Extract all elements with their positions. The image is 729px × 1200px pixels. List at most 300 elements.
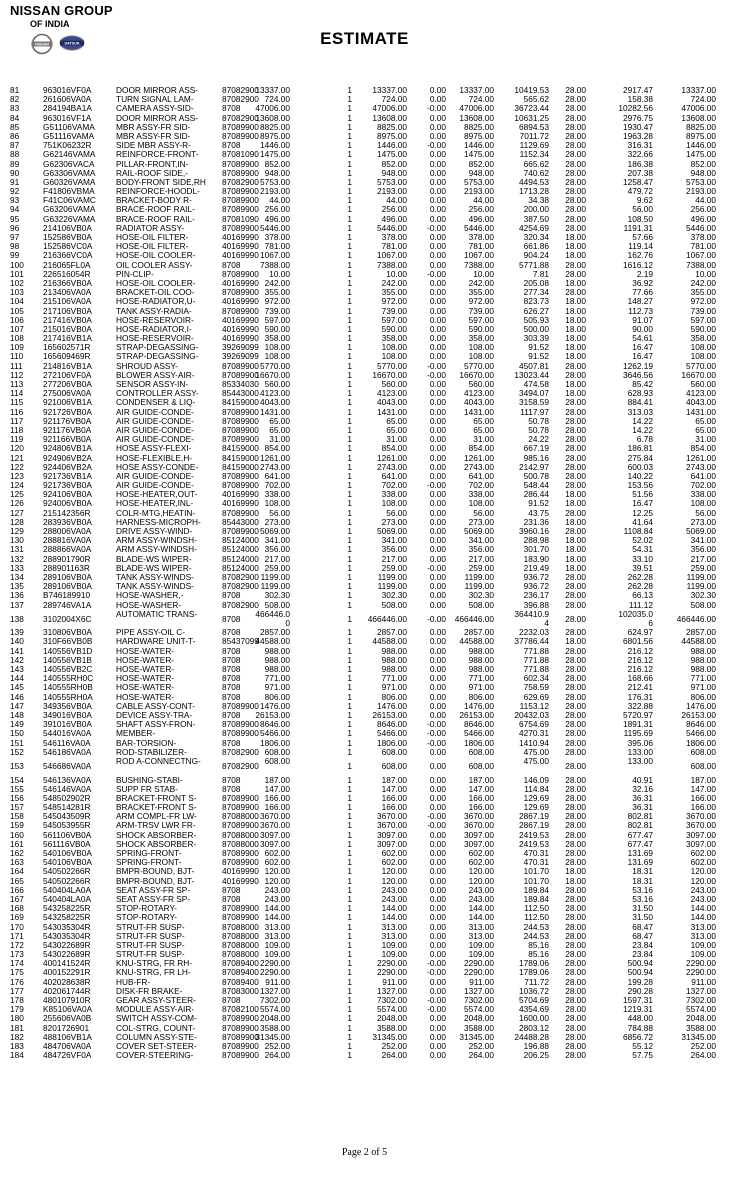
cell-discount: 0.00 <box>429 783 446 794</box>
cell-taxable-amount: 264.00 <box>468 1050 494 1061</box>
cell-discount: -0.00 <box>427 268 446 279</box>
cell-discount: 0.00 <box>429 544 446 555</box>
cell-sno: 180 <box>10 1013 24 1024</box>
cell-amount: 147.00 <box>381 783 407 794</box>
document-title: ESTIMATE <box>320 29 409 48</box>
cell-hsn-code: 87088000 <box>222 930 259 941</box>
cell-sno: 146 <box>10 691 24 702</box>
table-row <box>0 132 729 141</box>
cell-gst-rate: 28.00 <box>565 103 586 114</box>
cell-total: 508.00 <box>690 599 716 610</box>
cell-base-value: 3960.16 <box>519 526 549 536</box>
cell-gst-amount: 262.28 <box>627 571 653 582</box>
cell-unit-rate: 13337.00 <box>255 85 290 95</box>
cell-quantity: 1 <box>347 314 352 325</box>
cell-quantity: 1 <box>347 443 352 454</box>
cell-quantity: 1 <box>347 673 352 684</box>
cell-amount: 988.00 <box>381 664 407 675</box>
cell-gst-amount: 313.03 <box>627 406 653 417</box>
table-row <box>0 895 729 904</box>
cell-description: BMPR-BOUND, BJT- <box>116 866 195 877</box>
cell-unit-rate: 10.00 <box>269 268 290 279</box>
cell-amount: 252.00 <box>381 1040 407 1051</box>
cell-gst-amount: 212.41 <box>627 682 653 693</box>
cell-quantity: 1 <box>347 1050 352 1061</box>
cell-discount: 0.00 <box>429 949 446 960</box>
cell-description: BAR-TORSION- <box>116 737 177 748</box>
cell-gst-amount: 54.61 <box>632 333 653 344</box>
cell-hsn-code: 87089900 <box>222 1022 259 1033</box>
cell-amount: 597.00 <box>381 314 407 325</box>
cell-sno: 102 <box>10 277 24 288</box>
cell-unit-rate: 5770.00 <box>260 360 290 371</box>
datsun-logo-text: DATSUN <box>64 41 80 46</box>
cell-description: DRIVE ASSY-WIND- <box>116 526 193 536</box>
cell-hsn-code: 8708 <box>222 664 241 675</box>
cell-description: HOSE-WASHER,- <box>116 590 184 601</box>
cell-taxable-amount: 355.00 <box>468 287 494 298</box>
cell-discount: 0.00 <box>429 130 446 141</box>
cell-unit-rate: 602.00 <box>264 857 290 868</box>
cell-discount: 0.00 <box>429 976 446 987</box>
cell-base-value: 101.70 <box>523 866 549 877</box>
table-row <box>0 426 729 435</box>
cell-quantity: 1 <box>347 176 352 187</box>
cell-sno: 96 <box>10 222 20 233</box>
cell-total: 608.00 <box>690 746 716 757</box>
cell-gst-rate: 28.00 <box>565 176 586 187</box>
cell-total: 8825.00 <box>686 121 716 132</box>
cell-unit-rate: 608.00 <box>264 746 290 757</box>
cell-taxable-amount: 806.00 <box>468 691 494 702</box>
cell-amount: 302.30 <box>381 590 407 601</box>
cell-sno: 175 <box>10 967 24 978</box>
cell-hsn-code: 40169990 <box>222 498 259 509</box>
cell-quantity: 1 <box>347 516 352 527</box>
cell-amount: 608.00 <box>381 760 407 771</box>
cell-sno: 136 <box>10 590 24 601</box>
cell-gst-amount: 322.66 <box>627 149 653 160</box>
table-row <box>0 270 729 279</box>
cell-gst-rate: 28.00 <box>565 673 586 684</box>
table-row <box>0 683 729 692</box>
cell-part-number: G62146VAMA <box>43 149 96 160</box>
cell-total: 560.00 <box>690 379 716 389</box>
cell-total: 806.00 <box>690 691 716 702</box>
cell-discount: 0.00 <box>429 571 446 582</box>
cell-gst-amount: 32.16 <box>632 783 653 794</box>
cell-sno: 112 <box>10 369 24 380</box>
cell-sno: 178 <box>10 995 24 1005</box>
cell-gst-amount: 624.97 <box>627 627 653 638</box>
cell-base-value: 50.78 <box>528 415 549 426</box>
cell-taxable-amount: 852.00 <box>468 158 494 169</box>
cell-unit-rate: 256.00 <box>264 204 290 215</box>
table-row <box>0 545 729 554</box>
cell-unit-rate: 108.00 <box>264 498 290 509</box>
cell-gst-rate: 28.00 <box>565 1004 586 1015</box>
table-row <box>0 325 729 334</box>
cell-sno: 170 <box>10 921 24 932</box>
cell-quantity: 1 <box>347 903 352 914</box>
cell-base-value: 823.73 <box>523 296 549 307</box>
cell-hsn-code: 39269099 <box>222 342 259 353</box>
cell-unit-rate: 3670.00 <box>260 820 290 831</box>
cell-unit-rate: 8975.00 <box>260 130 290 141</box>
cell-gst-rate: 28.00 <box>565 369 586 380</box>
cell-taxable-amount: 120.00 <box>468 875 494 886</box>
cell-discount: 0.00 <box>429 1013 446 1024</box>
cell-unit-rate: 5753.00 <box>260 176 290 187</box>
cell-description: SHROUD ASSY- <box>116 360 178 371</box>
table-row <box>0 536 729 545</box>
cell-base-value: 6754.69 <box>519 719 549 730</box>
cell-quantity: 1 <box>347 912 352 923</box>
cell-unit-rate: 166.00 <box>264 792 290 803</box>
cell-total: 1261.00 <box>686 452 716 463</box>
cell-amount: 264.00 <box>381 1050 407 1061</box>
cell-quantity: 1 <box>347 746 352 757</box>
cell-discount: 0.00 <box>429 342 446 353</box>
cell-amount: 356.00 <box>381 544 407 555</box>
cell-gst-rate: 28.00 <box>565 94 586 105</box>
cell-gst-amount: 2976.75 <box>623 112 653 123</box>
cell-total: 256.00 <box>690 204 716 215</box>
cell-gst-amount: 119.14 <box>628 241 653 252</box>
cell-total: 5069.00 <box>686 526 716 536</box>
cell-taxable-amount: 31.00 <box>473 434 494 445</box>
cell-quantity: 1 <box>347 985 352 996</box>
cell-unit-rate: 1067.00 <box>260 250 290 261</box>
cell-unit-rate: 13608.00 <box>255 112 290 123</box>
cell-total: 16670.00 <box>681 369 716 380</box>
cell-part-number: 391016VB0A <box>43 719 92 730</box>
cell-description: BRACE-ROOF RAIL- <box>116 213 195 224</box>
cell-gst-amount: 36.31 <box>632 802 653 813</box>
cell-part-number: 217416VB1A <box>43 333 92 344</box>
table-row <box>0 582 729 591</box>
cell-part-number: 140555RH0B <box>43 682 93 693</box>
cell-hsn-code: 40169990 <box>222 866 259 877</box>
cell-gst-rate: 28.00 <box>565 893 586 904</box>
cell-unit-rate: 44.00 <box>269 195 290 206</box>
cell-sno: 97 <box>10 232 20 242</box>
table-row <box>0 591 729 600</box>
cell-sno: 169 <box>10 912 24 923</box>
cell-description: ARM ASSY-WINDSH- <box>116 535 197 546</box>
cell-part-number: 540502266R <box>43 875 91 886</box>
cell-total: 355.00 <box>690 287 716 298</box>
cell-amount: 972.00 <box>381 296 407 307</box>
cell-hsn-code: 87089900 <box>222 912 259 923</box>
cell-gst-rate: 18.00 <box>565 277 586 288</box>
cell-amount: 3588.00 <box>377 1022 407 1033</box>
cell-total: 109.00 <box>690 949 716 960</box>
cell-taxable-amount: 313.00 <box>468 930 494 941</box>
cell-quantity: 1 <box>347 553 352 564</box>
cell-hsn-code: 87089900 <box>222 369 259 380</box>
cell-base-value: 904.24 <box>523 250 549 261</box>
table-row <box>0 481 729 490</box>
cell-quantity: 1 <box>347 875 352 886</box>
table-row <box>0 509 729 518</box>
table-row <box>0 380 729 389</box>
cell-hsn-code: 8708 <box>222 884 241 895</box>
cell-description: SUPP FR STAB- <box>116 783 178 794</box>
cell-taxable-amount: 2290.00 <box>464 967 494 978</box>
cell-hsn-code: 87088000 <box>222 811 259 822</box>
cell-sno: 125 <box>10 489 24 500</box>
cell-quantity: 1 <box>347 627 352 638</box>
table-row <box>0 674 729 683</box>
cell-unit-rate: 8825.00 <box>260 121 290 132</box>
cell-gst-amount: 23.84 <box>632 949 653 960</box>
cell-base-value: 758.59 <box>523 682 549 693</box>
cell-amount: 1199.00 <box>377 581 407 592</box>
cell-description: CONDENSER & LIQ- <box>116 397 196 408</box>
cell-part-number: 402061744R <box>43 985 91 996</box>
cell-part-number: 289106VB0A <box>43 571 92 582</box>
cell-taxable-amount: 1327.00 <box>464 985 494 996</box>
cell-description: TURN SIGNAL LAM- <box>116 94 194 105</box>
cell-hsn-code: 87089900 <box>222 719 259 730</box>
cell-quantity: 1 <box>347 268 352 279</box>
cell-sno: 124 <box>10 480 24 491</box>
cell-discount: 0.00 <box>429 516 446 527</box>
cell-part-number: 216366VC0A <box>43 250 93 261</box>
cell-sno: 126 <box>10 498 24 509</box>
cell-gst-rate: 18.00 <box>565 314 586 325</box>
cell-hsn-code: 8708 <box>222 627 241 638</box>
cell-discount: 0.00 <box>429 452 446 463</box>
cell-quantity: 1 <box>347 121 352 132</box>
cell-base-value: 24488.28 <box>514 1031 549 1042</box>
cell-unit-rate: 508.00 <box>264 599 290 610</box>
cell-gst-rate: 28.00 <box>565 590 586 601</box>
cell-base-value: 4507.81 <box>519 360 549 371</box>
cell-total: 590.00 <box>690 323 716 334</box>
cell-quantity: 1 <box>347 360 352 371</box>
cell-taxable-amount: 1261.00 <box>464 452 494 463</box>
cell-hsn-code: 87089900 <box>222 424 259 435</box>
cell-quantity: 1 <box>347 535 352 546</box>
cell-sno: 95 <box>10 213 20 224</box>
cell-taxable-amount: 8975.00 <box>464 130 494 141</box>
cell-taxable-amount: 8646.00 <box>464 719 494 730</box>
cell-gst-rate: 28.00 <box>565 186 586 197</box>
cell-description: SHAFT ASSY-FRON- <box>116 719 196 730</box>
table-row <box>0 1051 729 1060</box>
cell-hsn-code: 87088000 <box>222 921 259 932</box>
cell-quantity: 1 <box>347 783 352 794</box>
cell-taxable-amount: 378.00 <box>468 232 494 242</box>
cell-description: AIR GUIDE-CONDE- <box>116 470 194 481</box>
cell-part-number: 288866VA0A <box>43 544 92 555</box>
cell-gst-amount: 14.22 <box>632 424 653 435</box>
cell-amount: 806.00 <box>381 691 407 702</box>
cell-quantity: 1 <box>347 1004 352 1015</box>
cell-discount: 0.00 <box>429 406 446 417</box>
cell-sno: 149 <box>10 719 24 730</box>
cell-quantity: 1 <box>347 1013 352 1024</box>
cell-taxable-amount: 358.00 <box>468 333 494 344</box>
cell-unit-rate: 3588.00 <box>260 1022 290 1033</box>
cell-total: 341.00 <box>690 535 716 546</box>
cell-unit-rate: 242.00 <box>264 277 290 288</box>
cell-amount: 2290.00 <box>377 967 407 978</box>
cell-part-number: 924806VB1A <box>43 443 92 454</box>
cell-gst-amount: 153.56 <box>627 480 653 491</box>
cell-taxable-amount: 602.00 <box>468 848 494 858</box>
cell-unit-rate: 7302.00 <box>260 995 290 1005</box>
cell-base-value: 36723.44 <box>514 103 549 114</box>
cell-taxable-amount: 3670.00 <box>464 820 494 831</box>
cell-amount: 496.00 <box>381 213 407 224</box>
cell-taxable-amount: 1431.00 <box>464 406 494 417</box>
cell-sno: 172 <box>10 939 24 950</box>
cell-amount: 988.00 <box>381 654 407 665</box>
cell-gst-amount: 66.13 <box>632 590 653 601</box>
cell-description: BMPR-BOUND, BJT- <box>116 875 195 886</box>
cell-base-value: 129.69 <box>523 802 549 813</box>
cell-part-number: 545053955R <box>43 820 91 831</box>
cell-hsn-code: 8708 <box>222 103 241 114</box>
cell-base-value: 1789.06 <box>519 967 549 978</box>
cell-total: 702.00 <box>690 480 716 491</box>
cell-unit-rate: 806.00 <box>264 691 290 702</box>
table-row <box>0 1024 729 1033</box>
cell-gst-amount: 3646.56 <box>623 369 653 380</box>
cell-part-number: 400141524R <box>43 958 91 969</box>
cell-description: HOSE-RESERVOIR- <box>116 333 194 344</box>
cell-sno: 133 <box>10 562 24 573</box>
cell-amount: 1067.00 <box>377 250 407 261</box>
cell-taxable-amount: 44.00 <box>473 195 494 206</box>
cell-sno: 140 <box>10 636 24 647</box>
cell-description: HOSE-HEATER,OUT- <box>116 489 198 500</box>
cell-hsn-code: 87088000 <box>222 949 259 960</box>
cell-discount: -0.00 <box>427 613 446 624</box>
cell-quantity: 1 <box>347 645 352 656</box>
cell-description: BODY-FRONT SIDE,RH <box>116 176 206 187</box>
cell-description: DEVICE ASSY-TRA- <box>116 709 193 720</box>
cell-total: 597.00 <box>690 314 716 325</box>
cell-amount: 108.00 <box>381 498 407 509</box>
cell-amount: 120.00 <box>381 875 407 886</box>
cell-hsn-code: 40169990 <box>222 323 259 334</box>
cell-part-number: G51106VAMA <box>43 121 95 132</box>
cell-hsn-code: 87082900 <box>222 746 259 757</box>
cell-quantity: 1 <box>347 976 352 987</box>
table-row <box>0 739 729 748</box>
cell-gst-rate: 28.00 <box>565 857 586 868</box>
cell-quantity: 1 <box>347 737 352 748</box>
cell-gst-amount: 500.94 <box>627 958 653 969</box>
cell-amount: 8825.00 <box>377 121 407 132</box>
cell-hsn-code: 8708 <box>222 995 241 1005</box>
cell-amount: 3670.00 <box>377 811 407 822</box>
cell-amount: 1476.00 <box>377 700 407 711</box>
table-row <box>0 233 729 242</box>
brand-name: NISSAN GROUP <box>10 3 113 18</box>
cell-amount: 911.00 <box>382 976 407 987</box>
cell-taxable-amount: 5069.00 <box>464 526 494 536</box>
cell-discount: 0.00 <box>429 424 446 435</box>
cell-discount: 0.00 <box>429 912 446 923</box>
cell-part-number: G63306VAMA <box>43 167 96 178</box>
cell-unit-rate: 378.00 <box>264 232 290 242</box>
cell-base-value: 1117.97 <box>520 406 549 417</box>
cell-total: 972.00 <box>690 296 716 307</box>
cell-quantity: 1 <box>347 470 352 481</box>
cell-gst-rate: 18.00 <box>565 323 586 334</box>
cell-taxable-amount: 120.00 <box>468 866 494 877</box>
cell-discount: 0.00 <box>429 351 446 362</box>
cell-quantity: 1 <box>347 388 352 399</box>
cell-unit-rate: 217.00 <box>264 553 290 564</box>
table-row <box>0 877 729 886</box>
cell-amount: 854.00 <box>381 443 407 454</box>
cell-amount: 2290.00 <box>377 958 407 969</box>
cell-gst-rate: 28.00 <box>565 259 586 270</box>
cell-amount: 47006.00 <box>372 103 407 114</box>
table-row <box>0 215 729 224</box>
cell-total: 120.00 <box>690 875 716 886</box>
cell-total: 120.00 <box>690 866 716 877</box>
cell-hsn-code: 87083000 <box>222 985 259 996</box>
cell-base-value: 2232.03 <box>519 627 549 638</box>
cell-base-value: 101.70 <box>523 875 549 886</box>
cell-discount: 0.00 <box>429 581 446 592</box>
cell-gst-rate: 28.00 <box>565 1031 586 1042</box>
cell-amount: 243.00 <box>381 893 407 904</box>
cell-unit-rate: 56.00 <box>269 507 290 518</box>
cell-gst-amount: 14.22 <box>632 415 653 426</box>
cell-taxable-amount: 144.00 <box>468 912 494 923</box>
cell-gst-rate: 28.00 <box>565 700 586 711</box>
cell-discount: 0.00 <box>429 232 446 242</box>
cell-base-value: 1152.34 <box>519 149 549 160</box>
cell-part-number: 561106VB0A <box>43 829 92 840</box>
cell-hsn-code: 40169990 <box>222 241 259 252</box>
cell-taxable-amount: 771.00 <box>468 673 494 684</box>
table-row <box>0 637 729 646</box>
table-row <box>0 812 729 821</box>
cell-description: HOSE-WATER- <box>116 691 175 702</box>
cell-gst-amount: 55.12 <box>632 1040 653 1051</box>
cell-hsn-code: 8708 <box>222 645 241 656</box>
cell-gst-rate: 28.00 <box>565 719 586 730</box>
cell-base-value: 43.75 <box>528 507 549 518</box>
cell-gst-amount: 1258.47 <box>623 176 653 187</box>
cell-base-value: 189.84 <box>523 893 549 904</box>
cell-hsn-code: 87089900 <box>222 1050 259 1061</box>
cell-taxable-amount: 109.00 <box>468 939 494 950</box>
cell-quantity: 1 <box>347 636 352 647</box>
cell-sno: 151 <box>10 737 24 748</box>
cell-gst-rate: 28.00 <box>565 204 586 215</box>
cell-hsn-code: 8708 <box>222 774 241 785</box>
cell-discount: 0.00 <box>429 709 446 720</box>
cell-amount: 358.00 <box>381 333 407 344</box>
cell-sno: 99 <box>10 250 20 261</box>
cell-gst-amount: 216.12 <box>627 654 653 665</box>
cell-description: STRAP-DEGASSING- <box>116 342 199 353</box>
cell-amount: 166.00 <box>381 802 407 813</box>
cell-discount: 0.00 <box>429 305 446 316</box>
cell-gst-amount: 884.41 <box>627 397 653 408</box>
cell-sno: 118 <box>10 424 24 435</box>
